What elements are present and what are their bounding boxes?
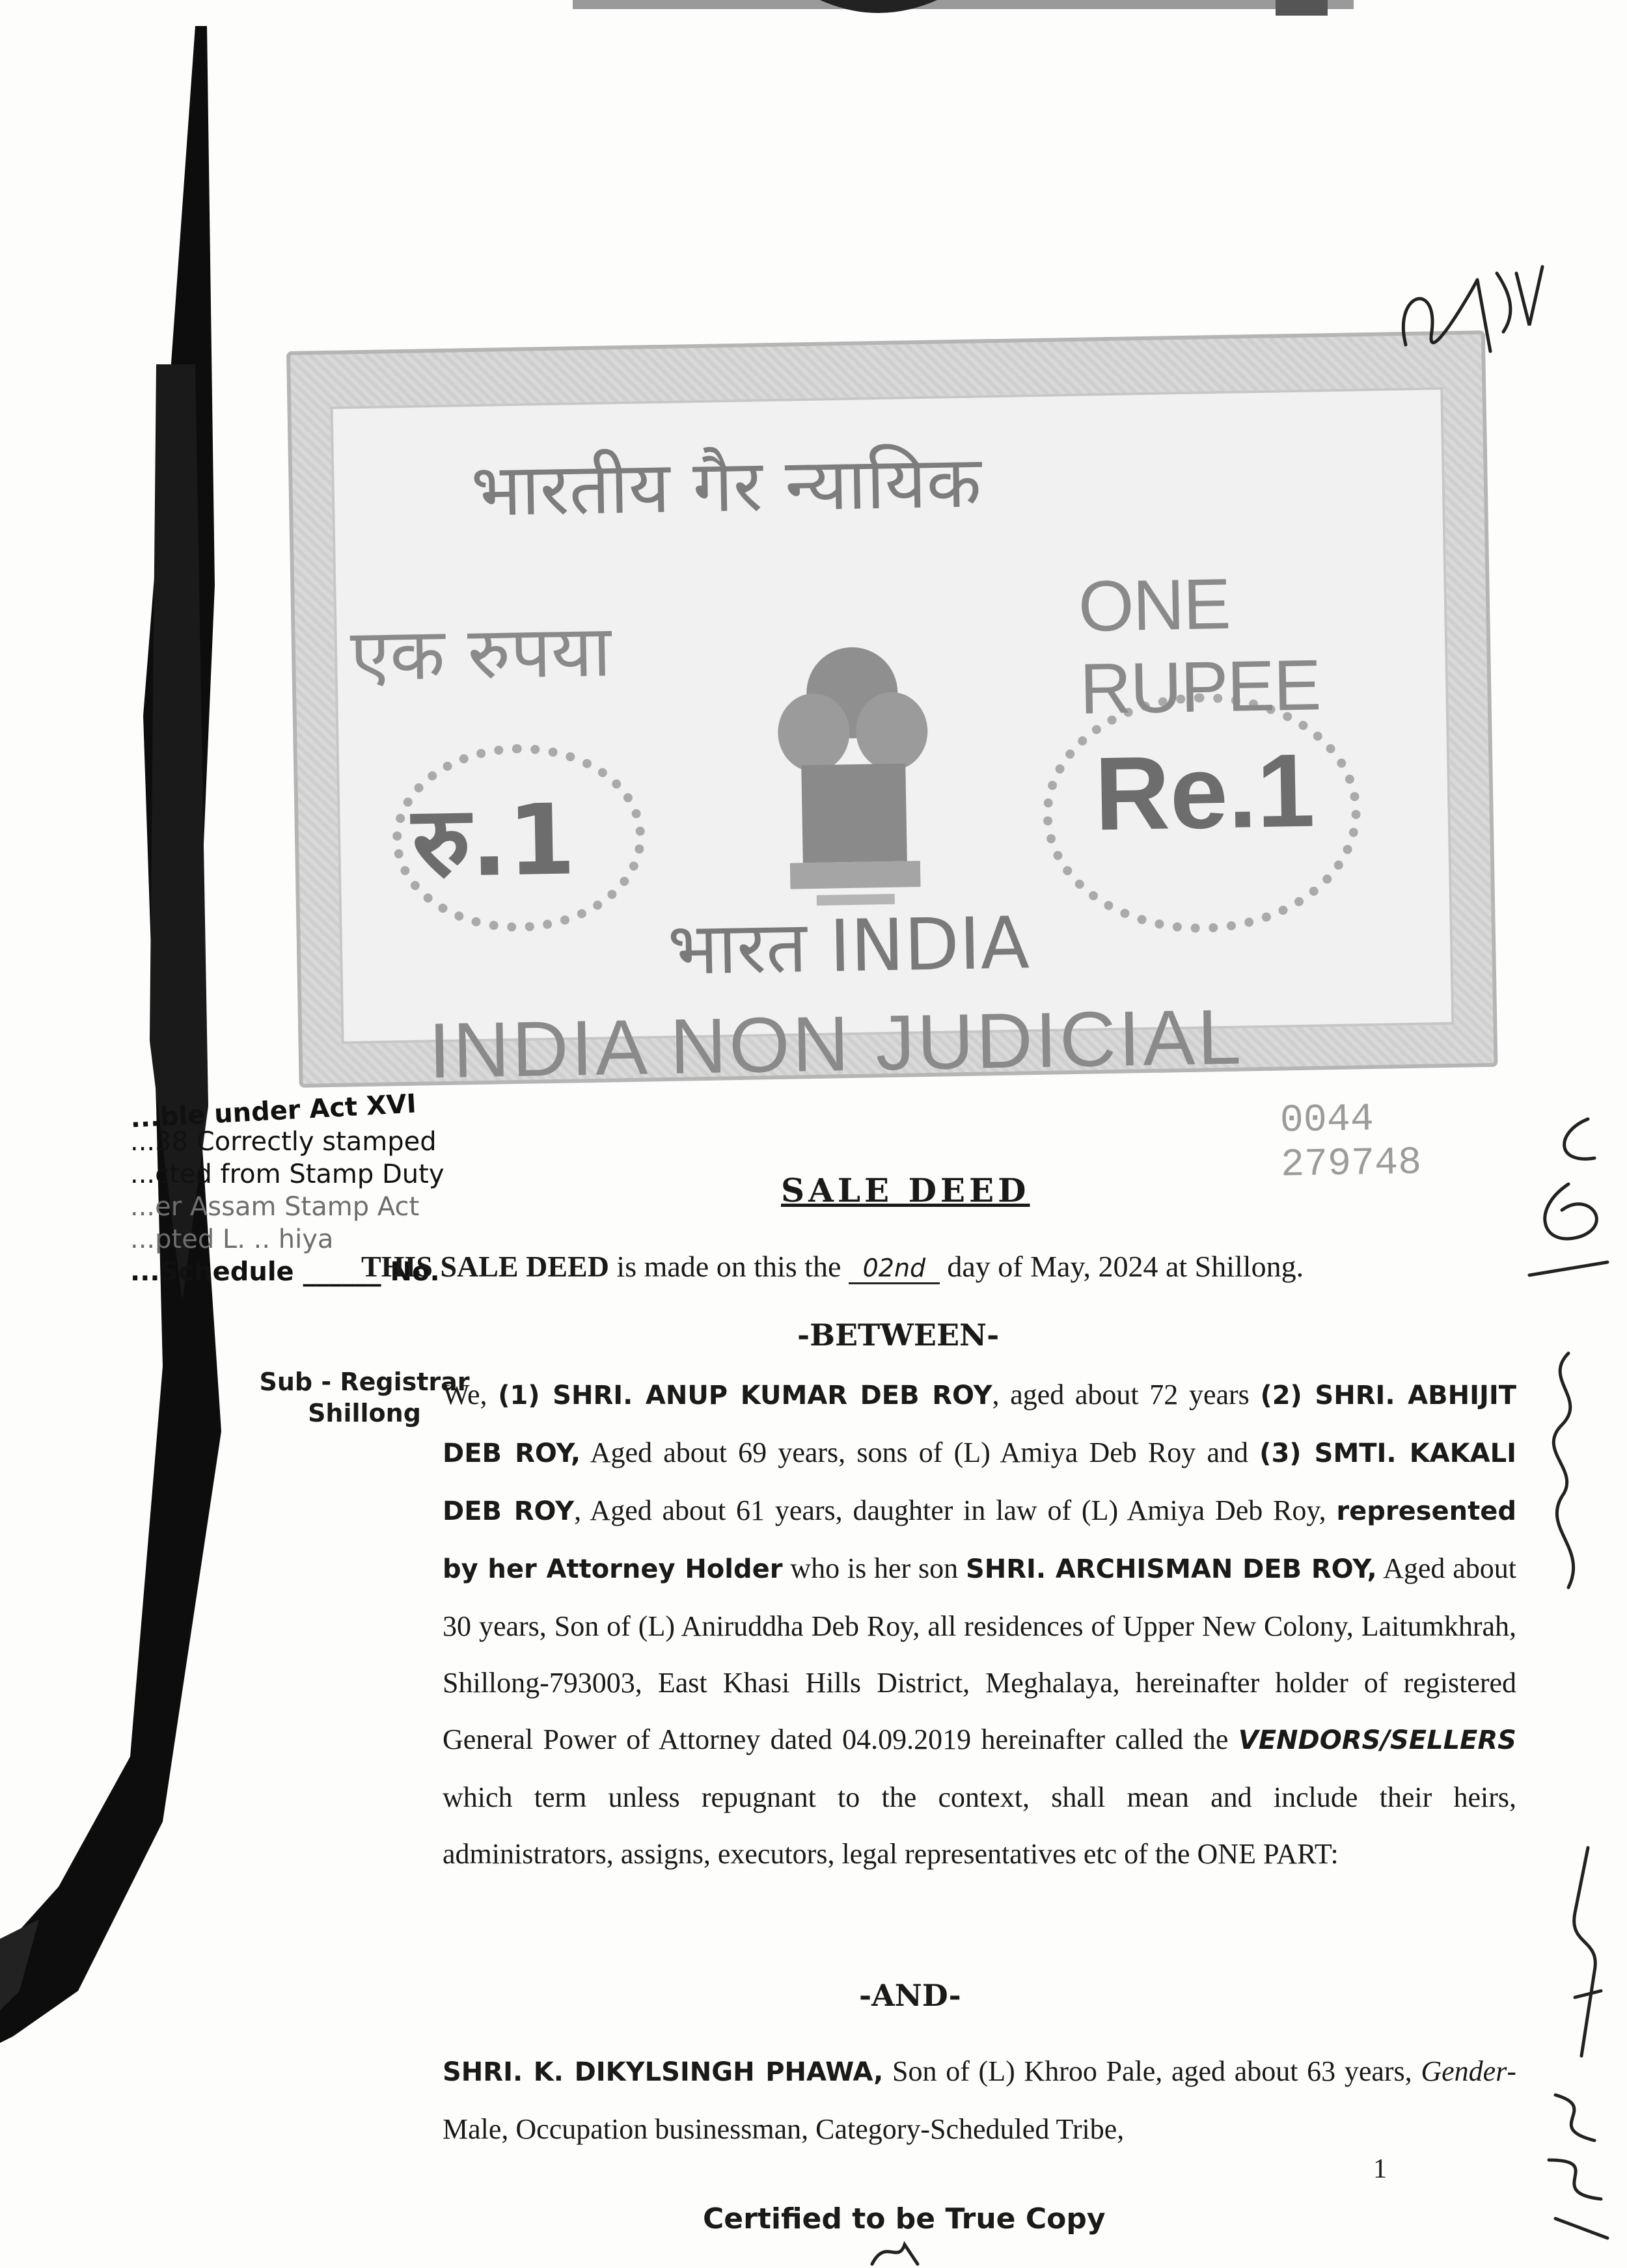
attorney-holder-name: SHRI. ARCHISMAN DEB ROY, [965,1554,1377,1584]
handwritten-signature-margin [1529,2082,1620,2251]
stamp-rs-value: रु.1 [411,783,577,900]
vendor-3-name: (3) SMTI. KAKALI DEB ROY [443,1438,1516,1526]
national-emblem-icon [767,633,941,922]
purchaser-name: SHRI. K. DIKYLSINGH PHAWA, [443,2057,884,2087]
handwritten-signature-margin [1549,1835,1620,2069]
vendors-text: which term unless repugnant to the context, shall mean and include their heirs, administrators, assigns, executors, legal representatives etc of the ONE PART: [443,1781,1516,1870]
between-separator: -BETWEEN- [797,1317,1000,1353]
attorney-holder-note: represented by her Attorney Holder [443,1496,1516,1584]
sub-registrar-office: Shillong [308,1399,421,1427]
stamp-hindi-heading: भारतीय गैर न्यायिक [470,440,982,533]
vendors-text: Aged about 69 years, sons of (L) Amiya Deb Roy and [581,1437,1260,1468]
purchaser-text: -Male, Occupation businessman, Category-Scheduled Tribe, [443,2055,1516,2145]
stamp-one-rupee: ONE RUPEE [1077,563,1321,729]
registration-stamp-line: ...38 Correctly stamped [130,1127,437,1157]
and-separator: -AND- [859,1978,961,2013]
purchaser-text: Son of (L) Khroo Pale, aged about 63 years, [883,2055,1421,2087]
registration-stamp-line: ...er Assam Stamp Act [130,1192,420,1222]
stamp-india-non-judicial: INDIA NON JUDICIAL [428,993,1244,1095]
vendors-paragraph [390,1366,1516,1882]
vendors-text: , Aged about 61 years, daughter in law of (L) Amiya Deb Roy, [574,1494,1337,1526]
vendors-text: , aged about 72 years [992,1379,1261,1411]
stamp-re-value: Re.1 [1093,731,1316,852]
stamp-bharat-india: भारत INDIA [667,901,1030,991]
deed-heading: SALE DEED [781,1171,1030,1209]
deed-opening-prefix: THIS SALE DEED [361,1250,609,1283]
registration-stamp-line: ...pted L. .. hiya [130,1224,334,1254]
page-number: 1 [1373,2154,1387,2184]
purchaser-paragraph [390,2043,1516,2157]
vendors-text: We, [443,1379,499,1411]
stamp-hindi-one-rupee: एक रुपया [349,609,612,697]
registration-stamp-line: ...ble under Act XVI [130,1088,417,1134]
handwritten-initials-top [1380,254,1549,384]
stamp-panel [330,387,1454,1095]
deed-opening-mid: is made on this the [608,1250,849,1283]
deed-day-handwritten: 02nd [849,1254,940,1284]
deed-opening-line [361,1249,1304,1284]
vendors-text: Aged about 30 years, Son of (L) Aniruddha Deb Roy, all residences of Upper New Colony, Laitumkhrah, Shillong-793003, East Khasi Hills District, Meghalaya, hereinafter holder of registered General Power of Attorney dated 04.09.2019 hereinafter called the [443,1552,1516,1755]
top-stamp-fragment [573,0,1354,22]
vendor-2-name: (2) SHRI. ABHIJIT DEB ROY, [443,1381,1516,1468]
sub-registrar-title: Sub - Registrar [259,1368,470,1396]
vendors-text: who is her son [782,1552,966,1584]
registration-stamp-line: ...Schedule ______ No. [130,1257,440,1287]
certification-initials [866,2238,931,2268]
non-judicial-stamp-paper [286,331,1497,1188]
registration-stamp-line: ...cted from Stamp Duty [130,1159,444,1189]
handwritten-signature-margin [1490,1106,1620,1301]
vendors-sellers-term: VENDORS/SELLERS [1238,1725,1516,1755]
vendor-1-name: (1) SHRI. ANUP KUMAR DEB ROY [498,1381,992,1411]
certified-true-copy: Certified to be True Copy [703,2202,1106,2235]
stamp-serial-number: 0044 279748 [1279,1098,1422,1188]
purchaser-gender-label: Gender [1421,2055,1507,2087]
handwritten-signature-margin [1516,1340,1614,1613]
deed-opening-suffix: day of May, 2024 at Shillong. [939,1250,1304,1283]
